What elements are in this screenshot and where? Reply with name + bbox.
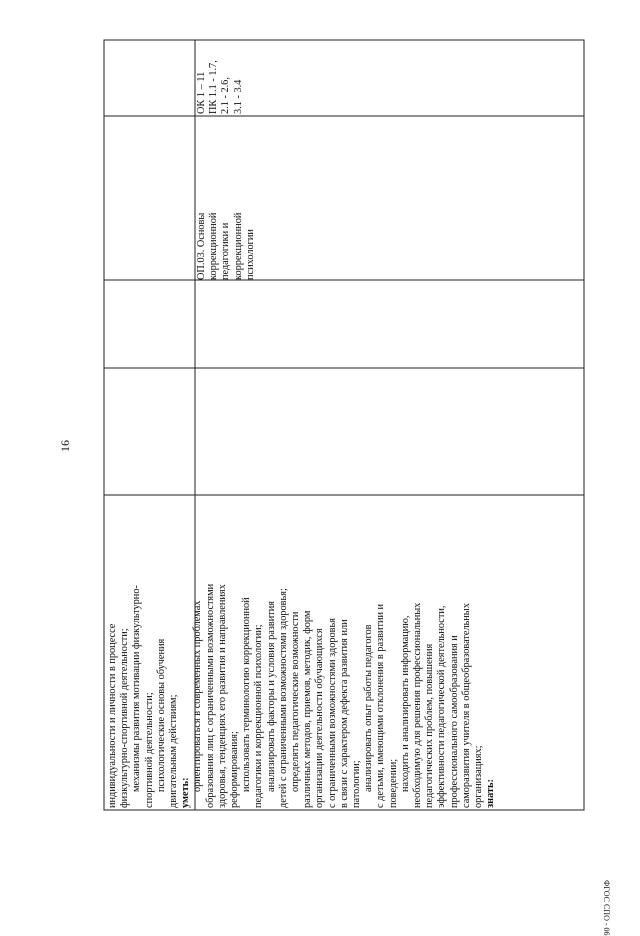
text-line: с детьми, имеющими отклонения в развитии и bbox=[375, 603, 387, 808]
text-line: профессионального самообразования и bbox=[448, 635, 460, 808]
text-line: механизмы развития мотивации физкультурно- bbox=[131, 585, 143, 792]
text-line: ОП.03. Основы bbox=[196, 212, 207, 280]
text-line: педагогики и bbox=[220, 222, 232, 280]
text-line: психологии bbox=[244, 229, 256, 280]
text-line: образования лиц с ограниченными возможностями bbox=[204, 583, 216, 808]
text-line: анализировать факторы и условия развития bbox=[265, 600, 277, 792]
text-line: в связи с характером дефекта развития или bbox=[338, 619, 350, 808]
text-line: психологические основы обучения bbox=[155, 638, 167, 792]
text-line: организации деятельности обучающихся bbox=[314, 628, 326, 808]
text-line: индивидуальности и личности в процессе bbox=[107, 623, 118, 808]
text-line: патологии; bbox=[351, 760, 363, 808]
text-line: эффективности педагогической деятельности, bbox=[436, 605, 448, 808]
text-line: знать: bbox=[485, 779, 497, 808]
page-number: 16 bbox=[58, 440, 72, 452]
text-line: уметь: bbox=[180, 777, 192, 808]
text-line: двигательным действиям; bbox=[168, 694, 180, 808]
text-line: 2.1 - 2.6, bbox=[220, 77, 232, 114]
text-line: находить и анализировать информацию, bbox=[399, 615, 411, 792]
text-line: физкультурно-спортивной деятельности; bbox=[119, 628, 131, 808]
text-line: организациях; bbox=[473, 745, 485, 808]
competency-cell bbox=[196, 44, 245, 114]
text-line: ОК 1 – 11 bbox=[196, 71, 207, 114]
footer-label: ФГОС СПО - 06 bbox=[602, 880, 611, 936]
text-line: коррекционной bbox=[232, 212, 244, 280]
text-line: спортивной деятельности; bbox=[143, 692, 155, 808]
text-line: детей с ограниченными возможностями здоровья; bbox=[277, 588, 289, 808]
skills-cell bbox=[107, 508, 498, 808]
text-line: реформирования; bbox=[229, 731, 241, 808]
text-line: определять педагогические возможности bbox=[290, 611, 302, 792]
text-line: здоровья, тенденциях его развития и направлениях bbox=[216, 584, 228, 808]
text-line: коррекционной bbox=[208, 212, 220, 280]
text-line: различных методов, приемов, методик, форм bbox=[302, 610, 314, 808]
text-line: ПК 1.1 - 1.7, bbox=[208, 60, 220, 114]
text-line: саморазвития учителя в общеобразовательных bbox=[460, 603, 472, 808]
text-line: педагогических проблем, повышения bbox=[424, 643, 436, 808]
discipline-cell bbox=[196, 200, 257, 280]
text-line: 3.1 - 3.4 bbox=[232, 79, 244, 114]
text-line: использовать терминологию коррекционной bbox=[241, 597, 253, 792]
text-line: с ограниченными возможностями здоровья bbox=[326, 618, 338, 808]
text-line: ориентироваться в современных проблемах bbox=[192, 600, 204, 792]
text-line: анализировать опыт работы педагогов bbox=[363, 624, 375, 792]
text-line: поведении; bbox=[387, 758, 399, 808]
table-content bbox=[104, 40, 584, 810]
text-line: необходимую для решения профессиональных bbox=[412, 602, 424, 808]
text-line: педагогики и коррекционной психологии; bbox=[253, 624, 265, 808]
